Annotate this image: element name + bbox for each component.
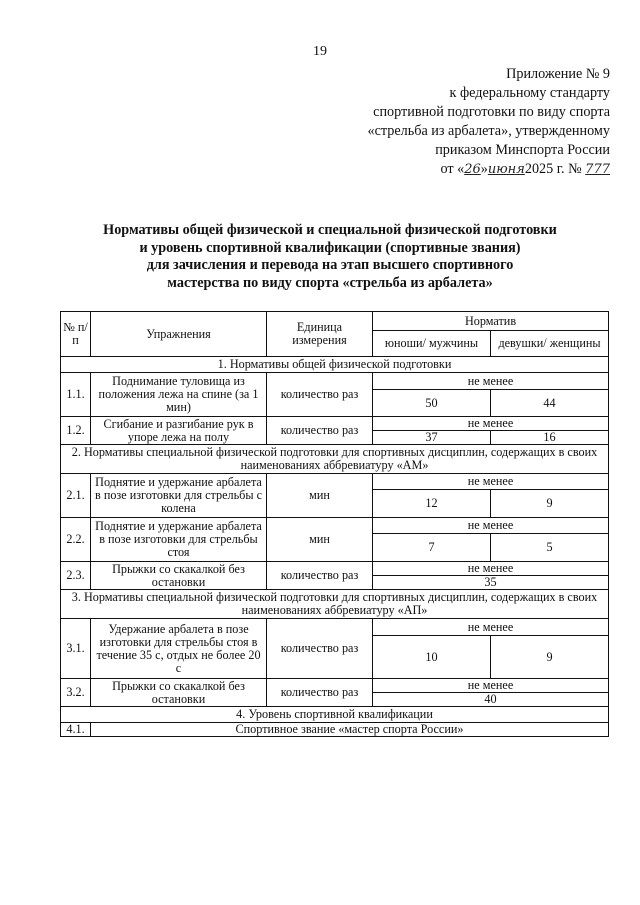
row-num: 4.1. <box>61 723 91 737</box>
row-female-value: 16 <box>491 431 609 445</box>
row-condition: не менее <box>373 562 609 576</box>
date-prefix: от « <box>440 161 465 177</box>
appendix-date-line <box>310 160 610 179</box>
row-unit: мин <box>267 474 373 518</box>
row-num: 2.1. <box>61 474 91 518</box>
row-condition: не менее <box>373 474 609 490</box>
row-condition: не менее <box>373 679 609 693</box>
row-unit: количество раз <box>267 417 373 445</box>
section-title: 4. Уровень спортивной квалификации <box>61 707 609 723</box>
row-exercise: Поднятие и удержание арбалета в позе изготовки для стрельбы с колена <box>91 474 267 518</box>
document-title <box>60 222 600 292</box>
row-num: 3.2. <box>61 679 91 707</box>
header-unit: Единица измерения <box>267 312 373 357</box>
row-male-value: 12 <box>373 490 491 518</box>
row-male-value: 37 <box>373 431 491 445</box>
row-unit: количество раз <box>267 562 373 590</box>
handwritten-month: июня <box>487 162 525 177</box>
row-exercise: Сгибание и разгибание рук в упоре лежа на полу <box>91 417 267 445</box>
title-line: Нормативы общей физической и специальной физической подготовки <box>103 222 557 238</box>
row-exercise: Прыжки со скакалкой без остановки <box>91 679 267 707</box>
row-exercise: Прыжки со скакалкой без остановки <box>91 562 267 590</box>
appendix-line: к федеральному стандарту <box>449 85 610 101</box>
handwritten-number: 777 <box>585 162 610 177</box>
row-num: 2.2. <box>61 518 91 562</box>
row-male-value: 10 <box>373 636 491 679</box>
section-title: 3. Нормативы специальной физической подготовки для спортивных дисциплин, содержащих в своих наименованиях аббревиатуру «АП» <box>61 590 609 619</box>
row-condition: не менее <box>373 518 609 534</box>
row-num: 1.1. <box>61 373 91 417</box>
row-unit: количество раз <box>267 679 373 707</box>
header-norm: Норматив <box>373 312 609 331</box>
title-line: мастерства по виду спорта «стрельба из арбалета» <box>167 274 493 291</box>
date-year: 2025 г. № <box>524 161 582 177</box>
row-condition: не менее <box>373 619 609 636</box>
row-condition: не менее <box>373 373 609 390</box>
row-male-value: 50 <box>373 390 491 417</box>
row-condition: не менее <box>373 417 609 431</box>
date-mid: » <box>480 161 488 177</box>
header-female: девушки/ женщины <box>491 331 609 357</box>
row-num: 2.3. <box>61 562 91 590</box>
row-unit: количество раз <box>267 373 373 417</box>
title-line: и уровень спортивной квалификации (спортивные звания) <box>139 239 521 256</box>
appendix-line: Приложение № 9 <box>506 66 610 82</box>
norms-table <box>60 311 609 737</box>
appendix-header <box>310 65 610 179</box>
appendix-line: «стрельба из арбалета», утвержденному <box>367 123 610 139</box>
handwritten-day: 26 <box>464 162 481 177</box>
row-both-value: 40 <box>373 693 609 707</box>
row-exercise: Поднятие и удержание арбалета в позе изготовки для стрельбы стоя <box>91 518 267 562</box>
appendix-line: спортивной подготовки по виду спорта <box>373 104 610 120</box>
title-line: для зачисления и перевода на этап высшего спортивного <box>146 257 514 273</box>
row-num: 1.2. <box>61 417 91 445</box>
header-exercise: Упражнения <box>91 312 267 357</box>
row-female-value: 5 <box>491 534 609 562</box>
header-male: юноши/ мужчины <box>373 331 491 357</box>
page-number: 19 <box>313 44 327 59</box>
row-female-value: 9 <box>491 490 609 518</box>
header-num: № п/п <box>61 312 91 357</box>
row-num: 3.1. <box>61 619 91 679</box>
row-both-value: 35 <box>373 576 609 590</box>
section-title: 1. Нормативы общей физической подготовки <box>61 357 609 373</box>
section-title: 2. Нормативы специальной физической подготовки для спортивных дисциплин, содержащих в своих наименованиях аббревиатуру «АМ» <box>61 445 609 474</box>
row-male-value: 7 <box>373 534 491 562</box>
row-female-value: 9 <box>491 636 609 679</box>
row-female-value: 44 <box>491 390 609 417</box>
row-exercise: Спортивное звание «мастер спорта России» <box>91 723 609 737</box>
row-exercise: Удержание арбалета в позе изготовки для стрельбы стоя в течение 35 с, отдых не более 20 с <box>91 619 267 679</box>
appendix-line: приказом Минспорта России <box>435 142 610 158</box>
row-unit: количество раз <box>267 619 373 679</box>
row-exercise: Поднимание туловища из положения лежа на спине (за 1 мин) <box>91 373 267 417</box>
row-unit: мин <box>267 518 373 562</box>
